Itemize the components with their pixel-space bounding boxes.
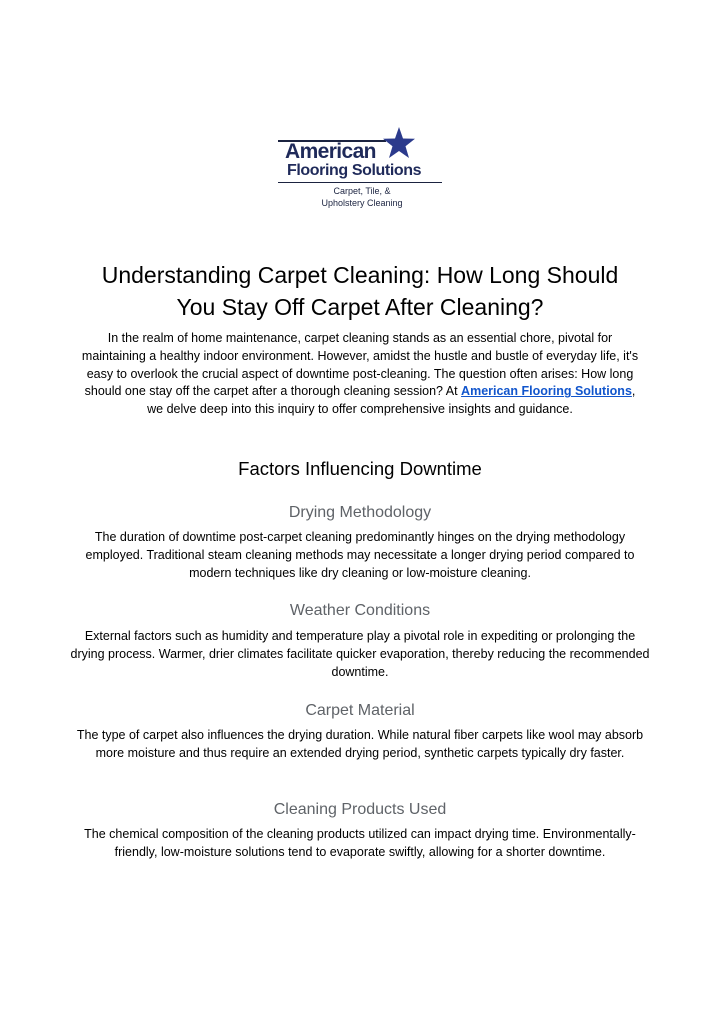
intro-paragraph [80,330,640,419]
company-logo [278,126,444,210]
subheading-cleaning-products: Cleaning Products Used [273,801,447,818]
subheading-weather-conditions: Weather Conditions [289,602,431,619]
logo-tagline-line2: Upholstery Cleaning [321,198,403,208]
paragraph-drying-methodology: The duration of downtime post-carpet cleaning predominantly hinges on the drying methodology employed. Traditional steam cleaning methods may necessitate a longer drying period compared to modern techniques like dry cleaning or low-moisture cleaning. [85,530,635,580]
subheading-carpet-material: Carpet Material [305,702,415,719]
page-title [60,259,660,323]
logo-wordmark-flooring: Flooring Solutions [287,162,422,179]
page-title-line2: You Stay Off Carpet After Cleaning? [176,294,544,320]
logo-bottom-rule [278,182,442,183]
paragraph-weather-conditions: External factors such as humidity and temperature play a pivotal role in expediting or prolonging the drying process. Warmer, drier climates facilitate quicker evaporation, thereby reducing the recommended downtime. [70,629,650,679]
section-heading: Factors Influencing Downtime [238,458,482,479]
subheading-drying-methodology: Drying Methodology [288,504,432,521]
star-icon [382,126,416,160]
page-title-line1: Understanding Carpet Cleaning: How Long Should [101,262,619,288]
logo-wordmark-american: American [285,140,376,163]
company-link[interactable]: American Flooring Solutions [461,384,632,399]
intro-text-before: In the realm of home maintenance, carpet cleaning stands as an essential chore, pivotal for maintaining a healthy indoor environment. However, amidst the hustle and bustle of everyday life, it's easy to overlook the crucial aspect of downtime post-cleaning. The question often arises: How long should one stay off the carpet after a thorough cleaning session? At [81,331,639,399]
intro-text-after: , we delve deep into this inquiry to offer comprehensive insights and guidance. [147,384,636,417]
paragraph-carpet-material: The type of carpet also influences the drying duration. While natural fiber carpets like wool may absorb more moisture and thus require an extended drying period, synthetic carpets typically dry faster. [76,728,644,760]
logo-tagline [316,185,408,209]
logo-tagline-line1: Carpet, Tile, & [333,186,391,196]
paragraph-cleaning-products: The chemical composition of the cleaning products utilized can impact drying time. Environmentally-friendly, low-moisture solutions tend to evaporate swiftly, allowing for a shorter downtime. [84,827,636,859]
